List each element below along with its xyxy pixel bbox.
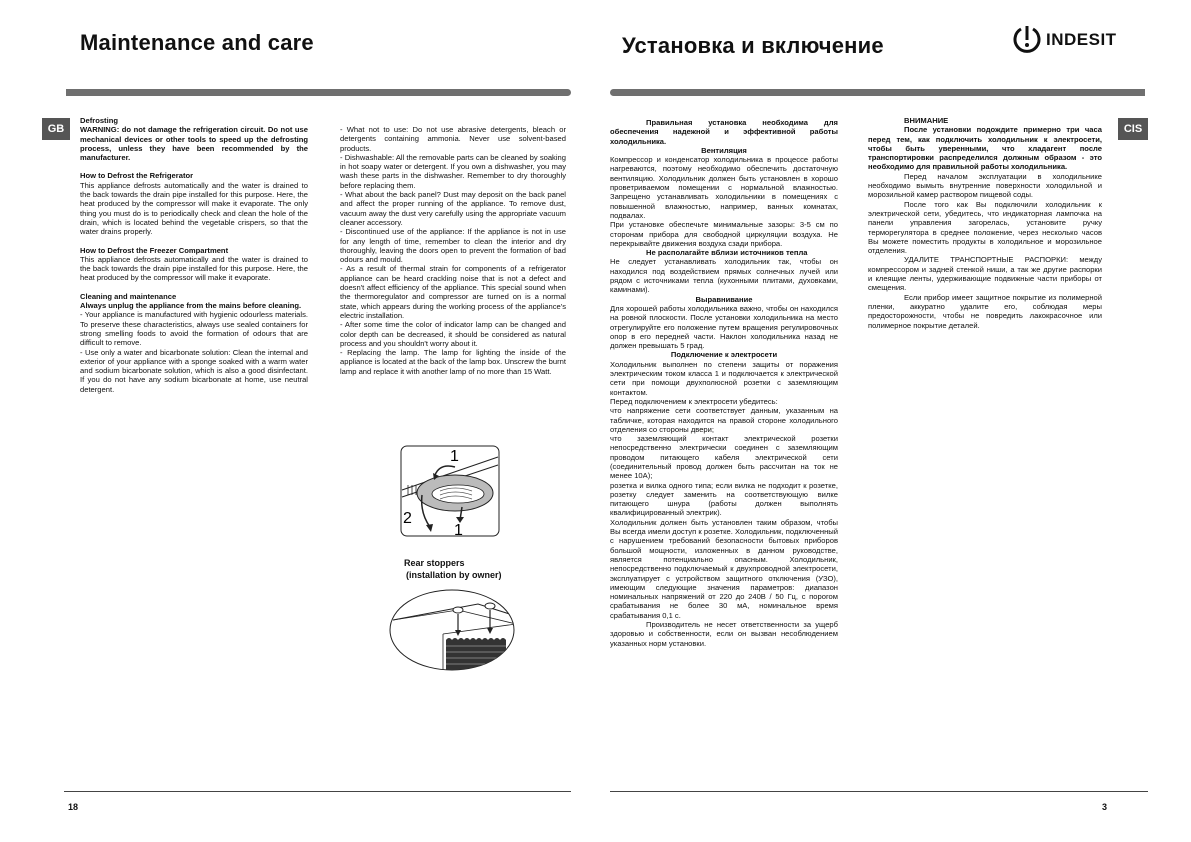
startup-paragraph-3: УДАЛИТЕ ТРАНСПОРТНЫЕ РАСПОРКИ: между компрессором и задней стенкой ниши, а так же другие распорки и клеящие ленты, удерживающие подвижные части приборы от смещения. [868, 255, 1102, 293]
lamp-diagram [400, 445, 500, 537]
levelling-paragraph: Для хорошей работы холодильника важно, чтобы он находился на ровной плоскости. После установки холодильника на место отрегулируйте его положение путем вращения регулировочных опор в его передней части. Наклон холодильника назад не должен превышать 5 град. [610, 303, 838, 351]
electrical-paragraph-6: Холодильник должен быть установлен таким образом, чтобы Вы всегда имели доступ к розетке. Холодильник, подключенный с нарушением требований безопасности бытовых приборов большой мощности, изложенных в данном руководстве, является потенциально опасным. Холодильник, непосредственно подключаемый к двухпроводной электросети, эксплуатирует с устройством защитного отключения (УЗО), имеющим следующие значения параметров: диапазон номинальных напряжений от 220 до 240В / 50 Гц, с порогом срабатывания не более 30 мА, номинальное время срабатывания 0,1 с. [610, 517, 838, 620]
page-number-left: 18 [68, 802, 79, 812]
cleaning-paragraph-2: - Use only a water and bicarbonate solution: Clean the internal and exterior of your appliance with a sponge soaked with a warm water and sodium bicarbonate solution, which is also a good disinfectant. If you do not have any sodium bicarbonate at home, use neutral detergent. [80, 347, 308, 394]
electrical-paragraph-3: что напряжение сети соответствует данным, указанным на табличке, которая находится на правой стороне холодильного отделения со стороны двери; [610, 406, 838, 434]
levelling-heading: Выравнивание [695, 294, 753, 304]
care-paragraph-1: - What not to use: Do not use abrasive detergents, bleach or detergents containing ammonia. Never use solvent-based products. [340, 125, 566, 153]
heat-sources-paragraph: Не следует устанавливать холодильник так, чтобы он находился под воздействием прямых солнечных лучей или рядом с источниками тепла (кухонными плитами, духовками, каминами). [610, 257, 838, 295]
care-paragraph-7: - Replacing the lamp. The lamp for lighting the inside of the appliance is located at the back of the lamp box. Unscrew the burnt lamp and replace it with another lamp of no more than 15 Watt. [340, 348, 566, 376]
install-intro: Правильная установка необходима для обеспечения надежной и эффективной работы холодильника. [610, 118, 838, 146]
figure-label-1a: 1 [450, 448, 459, 465]
electrical-paragraph-2: Перед подключением к электросети убедитесь: [610, 396, 778, 406]
electrical-paragraph-7: Производитель не несет ответственности за ущерб здоровью и собственности, если он вызван несоблюдением указанных норм установки. [610, 620, 838, 648]
footer-rule-left [64, 791, 571, 792]
startup-paragraph-4: Если прибор имеет защитное покрытие из полимерной пленки, аккуратно удалите его, соблюдая меры предосторожности, чтобы не повредить лакокрасочное или полимерное покрытие деталей. [868, 292, 1102, 330]
rear-stoppers-caption-1: Rear stoppers [404, 558, 465, 568]
care-paragraph-5: - As a result of thermal strain for components of a refrigerator appliance can be heard crackling noise that is not a defect and doesn't affect efficiency of the appliance. This special sound when the thermoregulator and compressor are turned on is a normal state, which appears during the working process of the appliance's electric installation. [340, 264, 566, 320]
care-paragraph-3: - What about the back panel? Dust may deposit on the back panel and affect the proper running of the appliance. To remove dust, vacuum away the dust very carefully using the appropriate vacuum cleaner accessory. [340, 190, 566, 227]
freezer-defrost-text: This appliance defrosts automatically and the water is drained to the back towards the drain pipe installed for this purpose. Here, the heat produced by the compressor will make it evaporate. [80, 254, 308, 283]
lang-tag-cis: CIS [1118, 118, 1148, 140]
startup-paragraph-1: Перед началом эксплуатации в холодильнике необходимо вымыть внутренние поверхности холодильной и морозильной камер раствором пищевой соды. [868, 171, 1102, 200]
page-title-right: Установка и включение [622, 33, 884, 58]
footer-rule-right [610, 791, 1148, 792]
defrosting-heading: Defrosting [80, 116, 118, 125]
cleaning-heading: Cleaning and maintenance [80, 291, 177, 301]
right-column-1 [610, 118, 838, 648]
header-rule-right [610, 89, 1145, 96]
defrosting-warning: WARNING: do not damage the refrigeration circuit. Do not use mechanical devices or other tools to speed up the defrosting process, unless they have been recommended by the manufacturer. [80, 125, 308, 163]
lang-tag-gb: GB [42, 118, 70, 140]
page-number-right: 3 [1102, 802, 1108, 812]
left-column-1 [80, 116, 308, 394]
cleaning-paragraph-1: - Your appliance is manufactured with hygienic odourless materials. To preserve these characteristics, always use sealed containers for strong smelling foods to avoid the formation of odours that are difficult to remove. [80, 310, 308, 348]
ventilation-paragraph-2: При установке обеспечьте минимальные зазоры: 3-5 см по сторонам прибора для свободной циркуляции воздуха. Не перекрывайте движения воздуха сзади прибора. [610, 220, 838, 248]
lamp-replacement-figure [400, 445, 500, 537]
rear-stoppers-diagram [388, 586, 516, 672]
figure-label-2: 2 [403, 510, 412, 527]
electrical-paragraph-4: что заземляющий контакт электрической розетки непосредственно электрически соединен с заземляющим проводом питающего кабеля электрической сети (соединительный провод должен быть рассчитан на ток не менее 10А); [610, 434, 838, 481]
figure-label-1b: 1 [454, 522, 463, 537]
care-paragraph-4: - Discontinued use of the appliance: If the appliance is not in use for any length of time, remember to clean the interior and dry thoroughly, leaving the doors open to prevent the formation of bad odours and mould. [340, 227, 566, 265]
left-column-2 [340, 125, 566, 376]
attention-heading: ВНИМАНИЕ [904, 116, 949, 125]
electrical-heading: Подключение к электросети [670, 350, 778, 360]
rear-stoppers-caption-2: (installation by owner) [406, 570, 502, 580]
electrical-paragraph-1: Холодильник выполнен по степени защиты от поражения электрическим током класса 1 и подключается к электрической сети при помощи двухполюсной розетки с заземляющим контактом. [610, 359, 838, 397]
electrical-paragraph-5: розетка и вилка одного типа; если вилка не подходит к розетке, розетку следует заменить на соответствующую вилке питающего шнура (работы должен выполнять квалифицированный электрик). [610, 480, 838, 518]
brand-logo [1010, 24, 1130, 54]
fridge-defrost-heading: How to Defrost the Refrigerator [80, 171, 194, 181]
attention-paragraph: После установки подождите примерно три часа перед тем, как подключить холодильник к электросети, чтобы быть уверенными, что хладагент после транспортировки распределился должным образом - это необходимо для правильной работы холодильника. [868, 125, 1102, 172]
ventilation-heading: Вентиляция [701, 145, 747, 155]
right-column-2 [868, 116, 1102, 330]
indesit-logo-icon [1010, 24, 1044, 54]
care-paragraph-6: - After some time the color of indicator lamp can be changed and color depth can be decreased, it should be considered as natural process and you shouldn't worry about it. [340, 320, 566, 348]
heat-sources-heading: Не располагайте вблизи источников тепла [646, 248, 808, 258]
rear-stoppers-figure [388, 586, 516, 672]
startup-paragraph-2: После того как Вы подключили холодильник к электрической сети, убедитесь, что индикаторная лампочка на панели управления загорелась, установите ручку терморегулятора в среднее положение, через несколько часов Вы можете поместить продукты в холодильное и морозильное отделения. [868, 199, 1102, 256]
ventilation-paragraph-1: Компрессор и конденсатор холодильника в процессе работы нагреваются, поэтому необходимо обеспечить достаточную вентиляцию. Холодильник должен быть установлен в хорошо проветриваемом помещении с нормальной влажностью. Запрещено устанавливать холодильники в помещениях с повышенной влажностью, например, ванных комнатах, подвалах. [610, 155, 838, 220]
brand-name: INDESIT [1046, 30, 1117, 49]
header-rule-left [66, 89, 571, 96]
care-paragraph-2: - Dishwashable: All the removable parts can be cleaned by soaking in hot soapy water or detergent. If you own a dishwasher, you may wash these parts in the dishwasher. Remember to dry thoroughly before replacing them. [340, 152, 566, 190]
freezer-defrost-heading: How to Defrost the Freezer Compartment [80, 245, 229, 255]
page-title-left: Maintenance and care [80, 30, 314, 55]
fridge-defrost-text: This appliance defrosts automatically and the water is drained to the back towards the drain pipe installed for this purpose. Here, the heat produced by the compressor will make it evaporate. The only thing you must do is to periodically check and clean the hole of the drain, which is located behind the vegetable crispers, so that the water drains properly. [80, 180, 308, 237]
cleaning-subheading: Always unplug the appliance from the mains before cleaning. [80, 301, 302, 311]
